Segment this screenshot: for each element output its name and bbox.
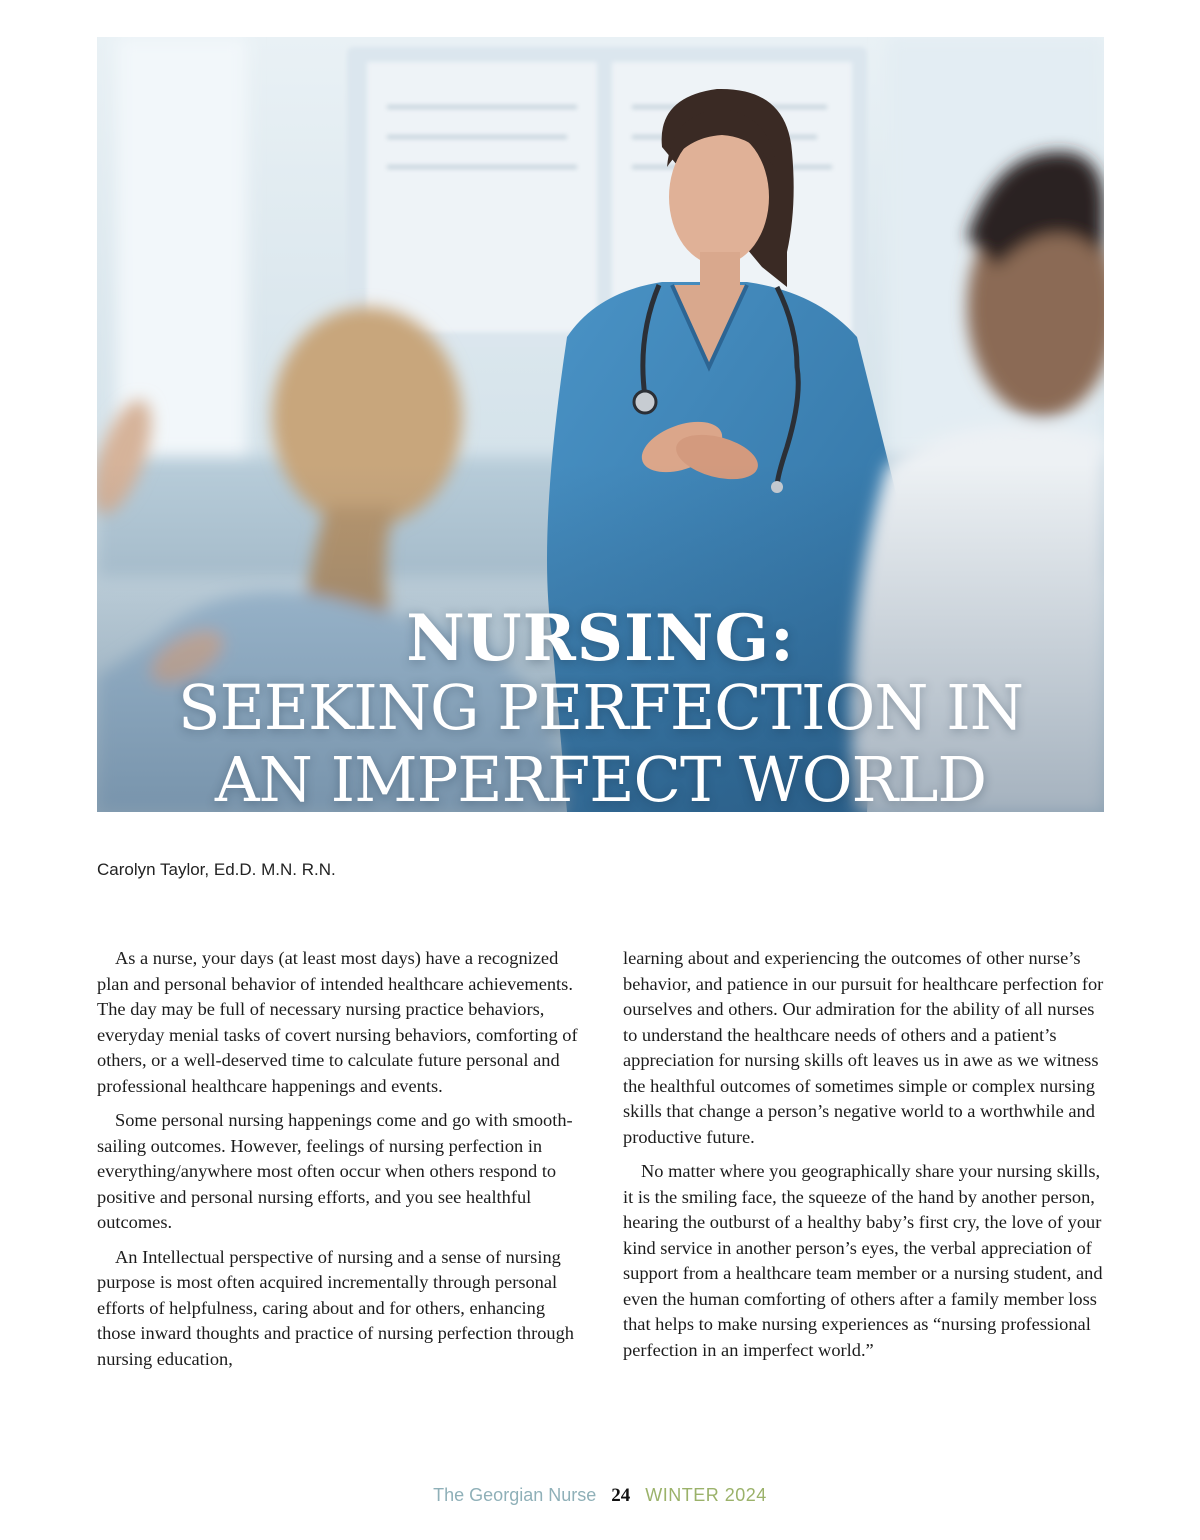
title-line-1: NURSING: <box>406 601 795 676</box>
paragraph: Some personal nursing happenings come and go with smooth-sailing outcomes. However, feelings of nursing perfection in everything/anywhere most often occur when others respond to positive and personal nursing efforts, and you see healthful outcomes. <box>97 1110 573 1232</box>
publication-name: The Georgian Nurse <box>433 1485 597 1505</box>
paragraph: No matter where you geographically share your nursing skills, it is the smiling face, the squeeze of the hand by another person, hearing the outburst of a healthy baby’s first cry, the love of your kind service in another person’s eyes, the verbal appreciation of support from a healthcare team member or a nursing student, and even the human comforting of others after a family member loss that helps to make nursing experiences as “nursing professional perfection in an imperfect world.” <box>623 1161 1103 1360</box>
title-line-2: SEEKING PERFECTION IN <box>177 671 1024 744</box>
title-line-3: AN IMPERFECT WORLD <box>214 743 987 812</box>
article-column-left <box>97 946 587 1381</box>
paragraph: As a nurse, your days (at least most days) have a recognized plan and personal behavior of intended healthcare achievements. The day may be full of necessary nursing practice behaviors, everyday menial tasks of covert nursing behaviors, comforting of others, or a well-deserved time to calculate future personal and professional healthcare happenings and events. <box>97 948 578 1096</box>
paragraph: An Intellectual perspective of nursing and a sense of nursing purpose is most often acquired incrementally through personal efforts of helpfulness, caring about and for others, enhancing those inward thoughts and practice of nursing perfection through nursing education, <box>97 1246 575 1369</box>
article-title <box>97 601 1104 812</box>
hero-photo <box>97 37 1104 812</box>
page-footer <box>0 1485 1200 1507</box>
article-column-right <box>623 946 1113 1372</box>
page-number: 24 <box>611 1485 631 1506</box>
author-byline: Carolyn Taylor, Ed.D. M.N. R.N. <box>97 860 336 879</box>
paragraph: learning about and experiencing the outcomes of other nurse’s behavior, and patience in our pursuit for healthcare perfection for ourselves and others. Our admiration for the ability of all nurses to understand the healthcare needs of others and a patient’s appreciation for nursing skills oft leaves us in awe as we witness the healthful outcomes of sometimes simple or complex nursing skills that change a person’s negative world to a worthwhile and productive future. <box>623 948 1104 1147</box>
issue-label: WINTER 2024 <box>645 1485 767 1505</box>
